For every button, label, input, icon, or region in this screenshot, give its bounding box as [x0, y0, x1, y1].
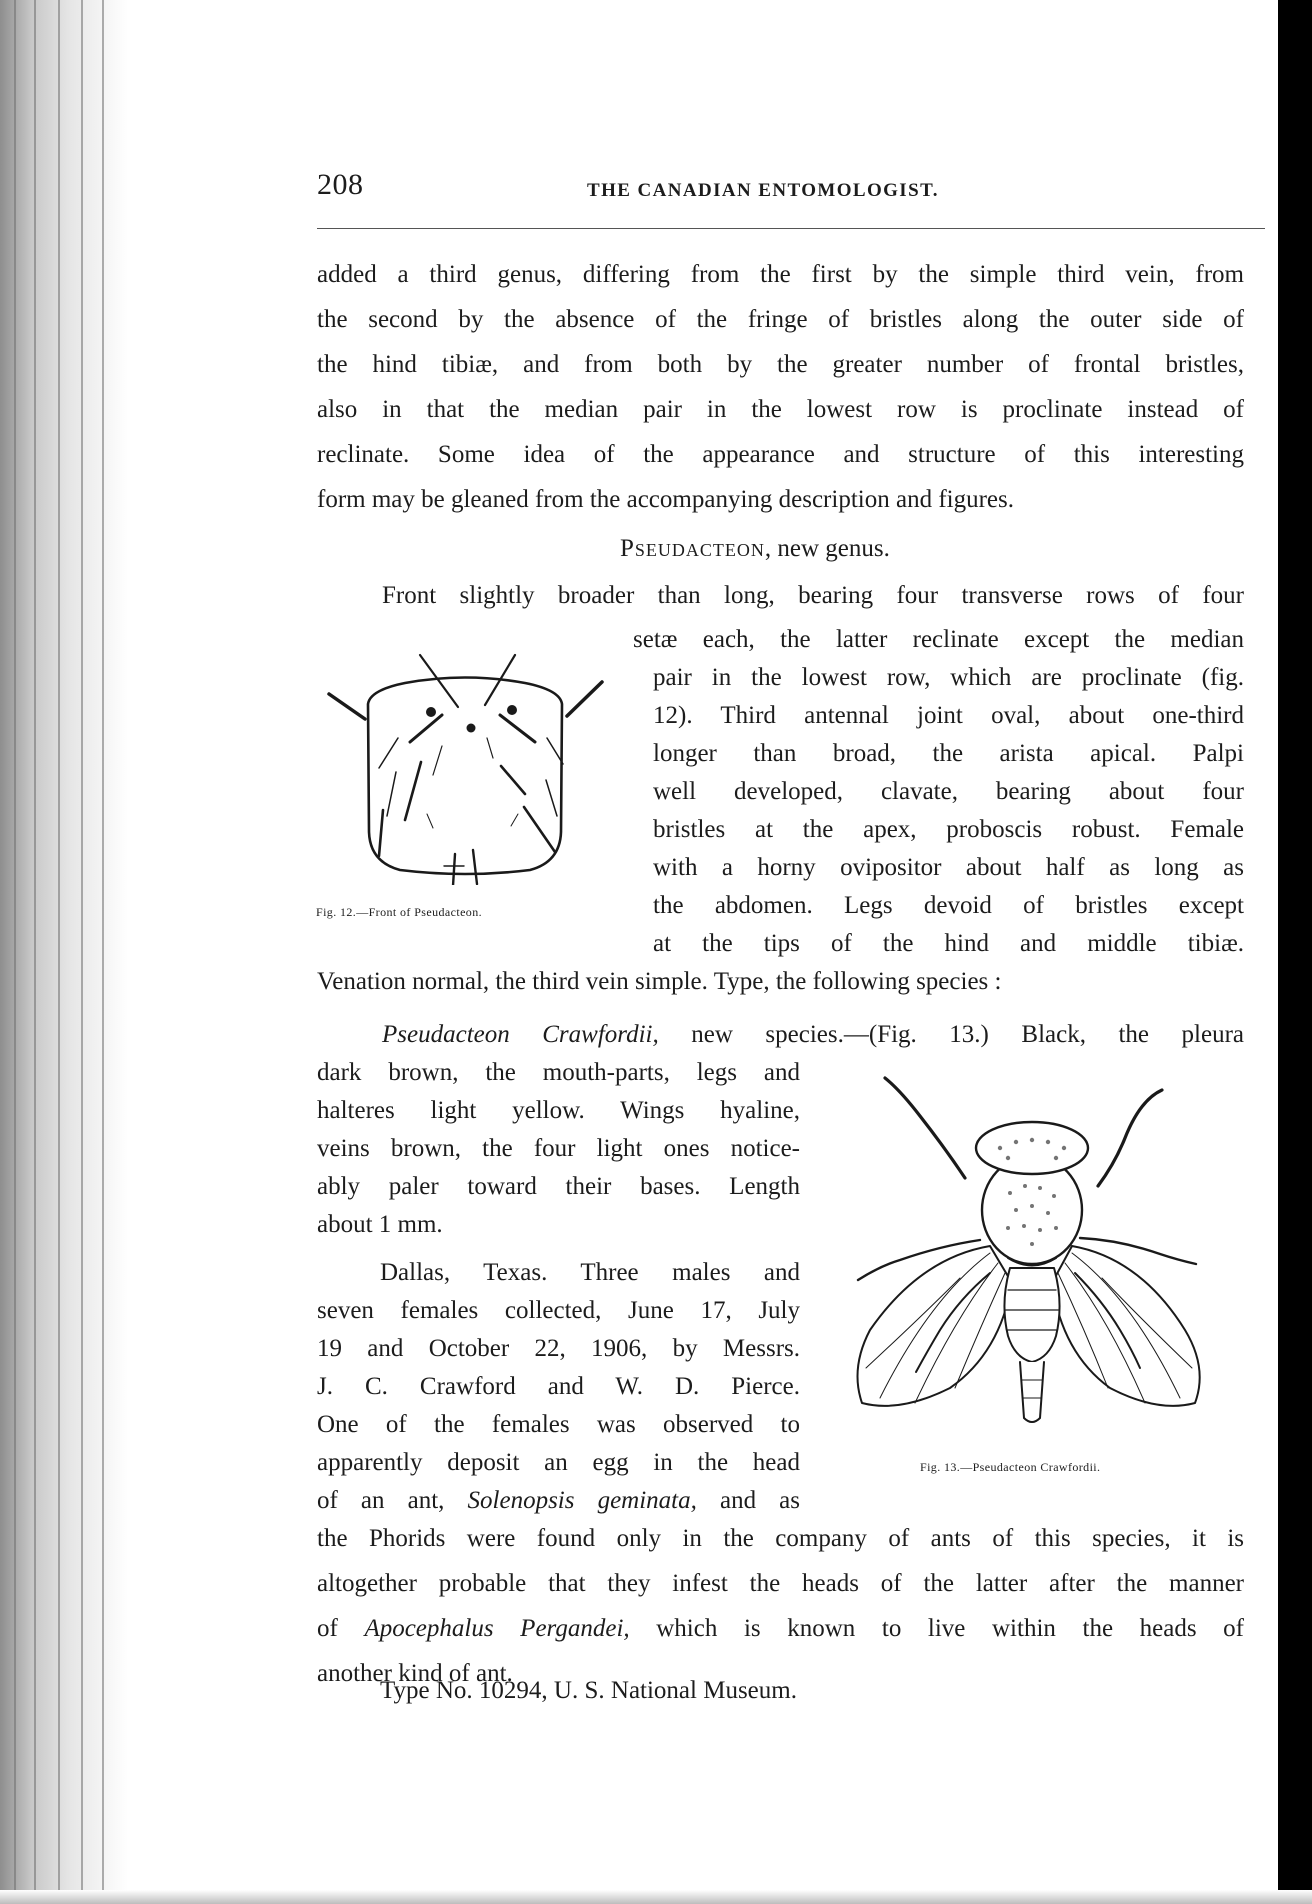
species-name-solenopsis: Solenopsis geminata, — [467, 1487, 697, 1514]
genus-suffix: , new genus. — [764, 535, 890, 562]
text-line: 19 and October 22, 1906, by Messrs. — [317, 1335, 800, 1362]
text-line: seven females collected, June 17, July — [317, 1297, 800, 1324]
page-shadow-left — [0, 0, 128, 1904]
text-line: dark brown, the mouth-parts, legs and — [317, 1059, 800, 1086]
text-line: the hind tibiæ, and from both by the greater number of frontal bristles, — [317, 351, 1244, 378]
fig13-fly-drawing — [840, 1068, 1230, 1458]
text-line: Dallas, Texas. Three males and — [380, 1259, 800, 1286]
species-line-rest: new species.—(Fig. 13.) Black, the pleura — [658, 1021, 1245, 1048]
text-line: the Phorids were found only in the company of ants of this species, it is — [317, 1525, 1244, 1552]
text-span: of an ant, — [317, 1487, 468, 1514]
text-line: One of the females was observed to — [317, 1411, 800, 1438]
text-line: halteres light yellow. Wings hyaline, — [317, 1097, 800, 1124]
text-line: the abdomen. Legs devoid of bristles except — [653, 892, 1244, 919]
species-name: Pseudacteon Crawfordii, — [382, 1021, 659, 1048]
text-line: setæ each, the latter reclinate except the median — [633, 626, 1244, 653]
text-line: Venation normal, the third vein simple. Type, the following species : — [317, 968, 1002, 995]
text-line: Front slightly broader than long, bearing four transverse rows of four — [382, 582, 1244, 609]
text-line: apparently deposit an egg in the head — [317, 1449, 800, 1476]
species-name-apocephalus: Apocephalus Pergandei, — [364, 1615, 630, 1642]
text-line: at the tips of the hind and middle tibiæ. — [653, 930, 1244, 957]
fig12-head-front-drawing — [325, 650, 605, 885]
scan-border-right — [1278, 0, 1312, 1904]
text-line: ably paler toward their bases. Length — [317, 1173, 800, 1200]
text-line: well developed, clavate, bearing about four — [653, 778, 1244, 805]
journal-title: THE CANADIAN ENTOMOLOGIST. — [587, 180, 939, 201]
running-header — [317, 168, 1257, 208]
text-line: bristles at the apex, proboscis robust. Female — [653, 816, 1244, 843]
text-line: with a horny ovipositor about half as long as — [653, 854, 1244, 881]
text-line: added a third genus, differing from the first by the simple third vein, from — [317, 261, 1244, 288]
text-line: the second by the absence of the fringe of bristles along the outer side of — [317, 306, 1244, 333]
text-line: 12). Third antennal joint oval, about one-third — [653, 702, 1244, 729]
text-line: also in that the median pair in the lowest row is proclinate instead of — [317, 396, 1244, 423]
text-line: J. C. Crawford and W. D. Pierce. — [317, 1373, 800, 1400]
text-line: another kind of ant. — [317, 1660, 513, 1687]
text-span: which is known to live within the heads of — [629, 1615, 1244, 1642]
text-span: of — [317, 1615, 365, 1642]
text-line — [317, 1606, 1244, 1651]
text-line: veins brown, the four light ones notice- — [317, 1135, 800, 1162]
genus-name: Pseudacteon — [620, 535, 765, 562]
text-line: altogether probable that they infest the heads of the latter after the manner — [317, 1570, 1244, 1597]
page-number: 208 — [317, 168, 364, 201]
text-span: and as — [696, 1487, 800, 1514]
text-line: longer than broad, the arista apical. Palpi — [653, 740, 1244, 767]
text-line: reclinate. Some idea of the appearance and structure of this interesting — [317, 441, 1244, 468]
text-line: form may be gleaned from the accompanying description and figures. — [317, 486, 1014, 513]
type-specimen-line: Type No. 10294, U. S. National Museum. — [380, 1677, 797, 1704]
fig12-caption: Fig. 12.—Front of Pseudacteon. — [316, 905, 482, 919]
header-rule — [317, 228, 1265, 229]
text-line: pair in the lowest row, which are proclinate (fig. — [653, 664, 1244, 691]
genus-heading — [620, 526, 890, 571]
page-shadow-bottom — [0, 1890, 1312, 1904]
text-line: about 1 mm. — [317, 1211, 443, 1238]
fig13-caption: Fig. 13.—Pseudacteon Crawfordii. — [920, 1460, 1101, 1474]
